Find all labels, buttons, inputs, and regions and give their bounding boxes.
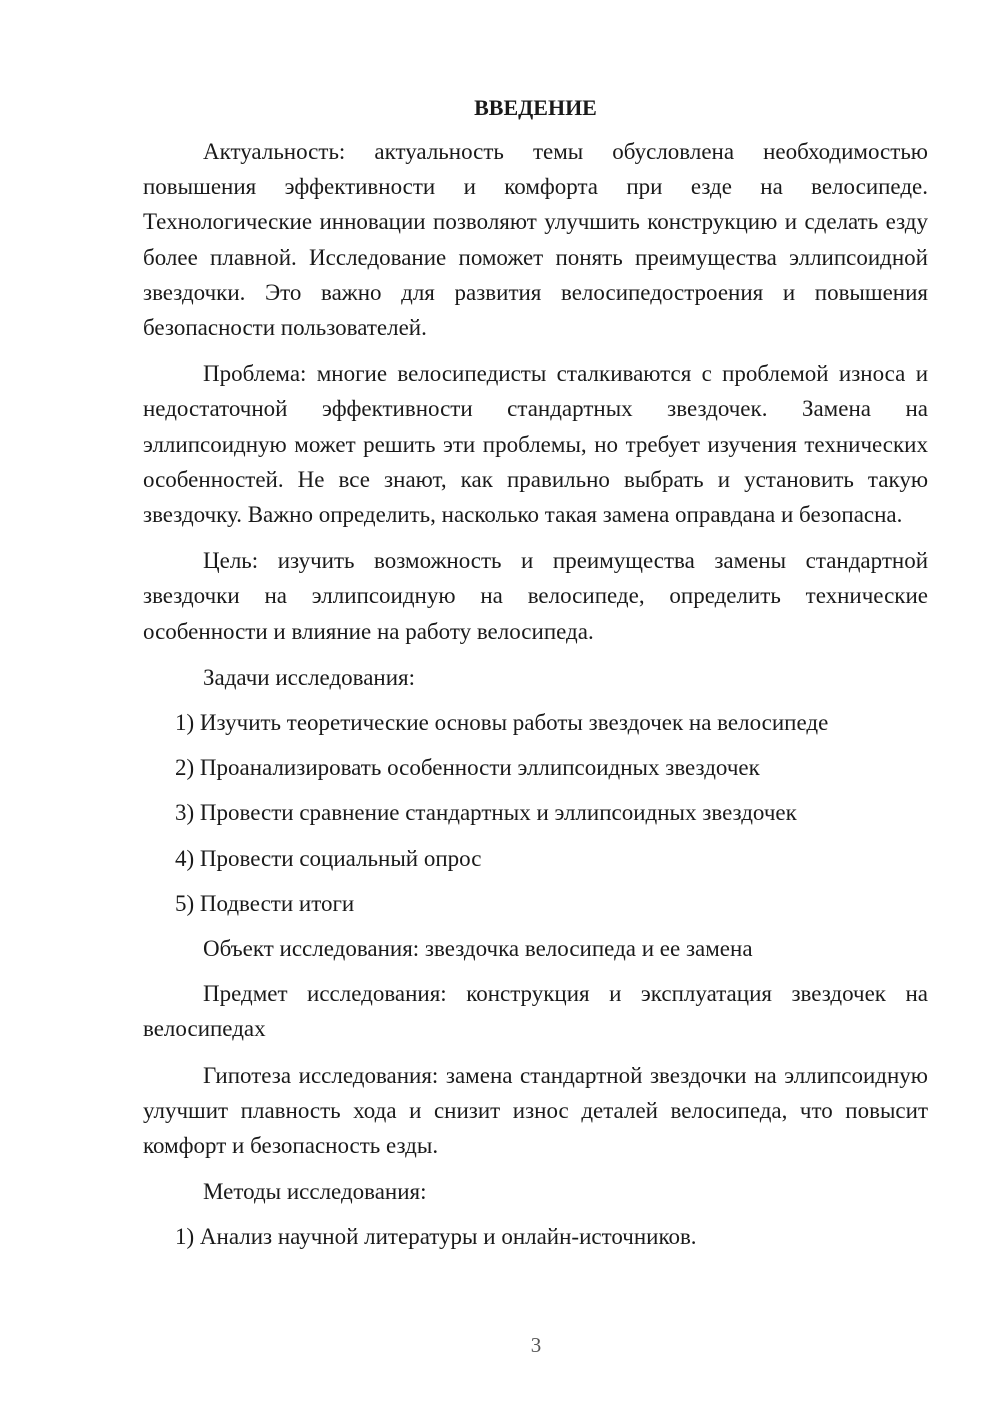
methods-list	[143, 1219, 928, 1254]
goal-paragraph: Цель: изучить возможность и преимущества замены стандартной звездочки на эллипсоидную на велосипеде, определить технические особенности и влияние на работу велосипеда.	[143, 548, 928, 644]
methods-heading: Методы исследования:	[203, 1179, 427, 1205]
section-title: ВВЕДЕНИЕ	[474, 95, 597, 120]
list-item: 1) Изучить теоретические основы работы звездочек на велосипеде	[175, 710, 829, 736]
subject-paragraph: Предмет исследования: конструкция и эксплуатация звездочек на велосипедах	[143, 981, 928, 1042]
list-item: 3) Провести сравнение стандартных и эллипсоидных звездочек	[175, 800, 797, 826]
tasks-list	[143, 705, 928, 921]
list-item: 5) Подвести итоги	[175, 890, 355, 916]
tasks-heading: Задачи исследования:	[203, 664, 416, 690]
list-item: 1) Анализ научной литературы и онлайн-источников.	[175, 1224, 697, 1250]
hypothesis-paragraph: Гипотеза исследования: замена стандартной звездочки на эллипсоидную улучшит плавность хода и снизит износ деталей велосипеда, что повысит комфорт и безопасность езды.	[143, 1062, 928, 1159]
object-paragraph: Объект исследования: звездочка велосипеда и ее замена	[203, 936, 753, 962]
relevance-paragraph: Актуальность: актуальность темы обусловлена необходимостью повышения эффективности и комфорта при езде на велосипеде. Технологические инновации позволяют улучшить конструкцию и сделать езду более плавной. Исследование поможет понять преимущества эллипсоидной звездочки. Это важно для развития велосипедостроения и повышения безопасности пользователей.	[143, 139, 928, 341]
page-number: 3	[530, 1333, 542, 1357]
list-item: 4) Провести социальный опрос	[175, 845, 482, 871]
document-page	[143, 92, 928, 1265]
list-item: 2) Проанализировать особенности эллипсоидных звездочек	[175, 755, 760, 781]
problem-paragraph: Проблема: многие велосипедисты сталкиваются с проблемой износа и недостаточной эффективности стандартных звездочек. Замена на эллипсоидную может решить эти проблемы, но требует изучения технических особенностей. Не все знают, как правильно выбрать и установить такую звездочку. Важно определить, насколько такая замена оправдана и безопасна.	[143, 361, 928, 528]
